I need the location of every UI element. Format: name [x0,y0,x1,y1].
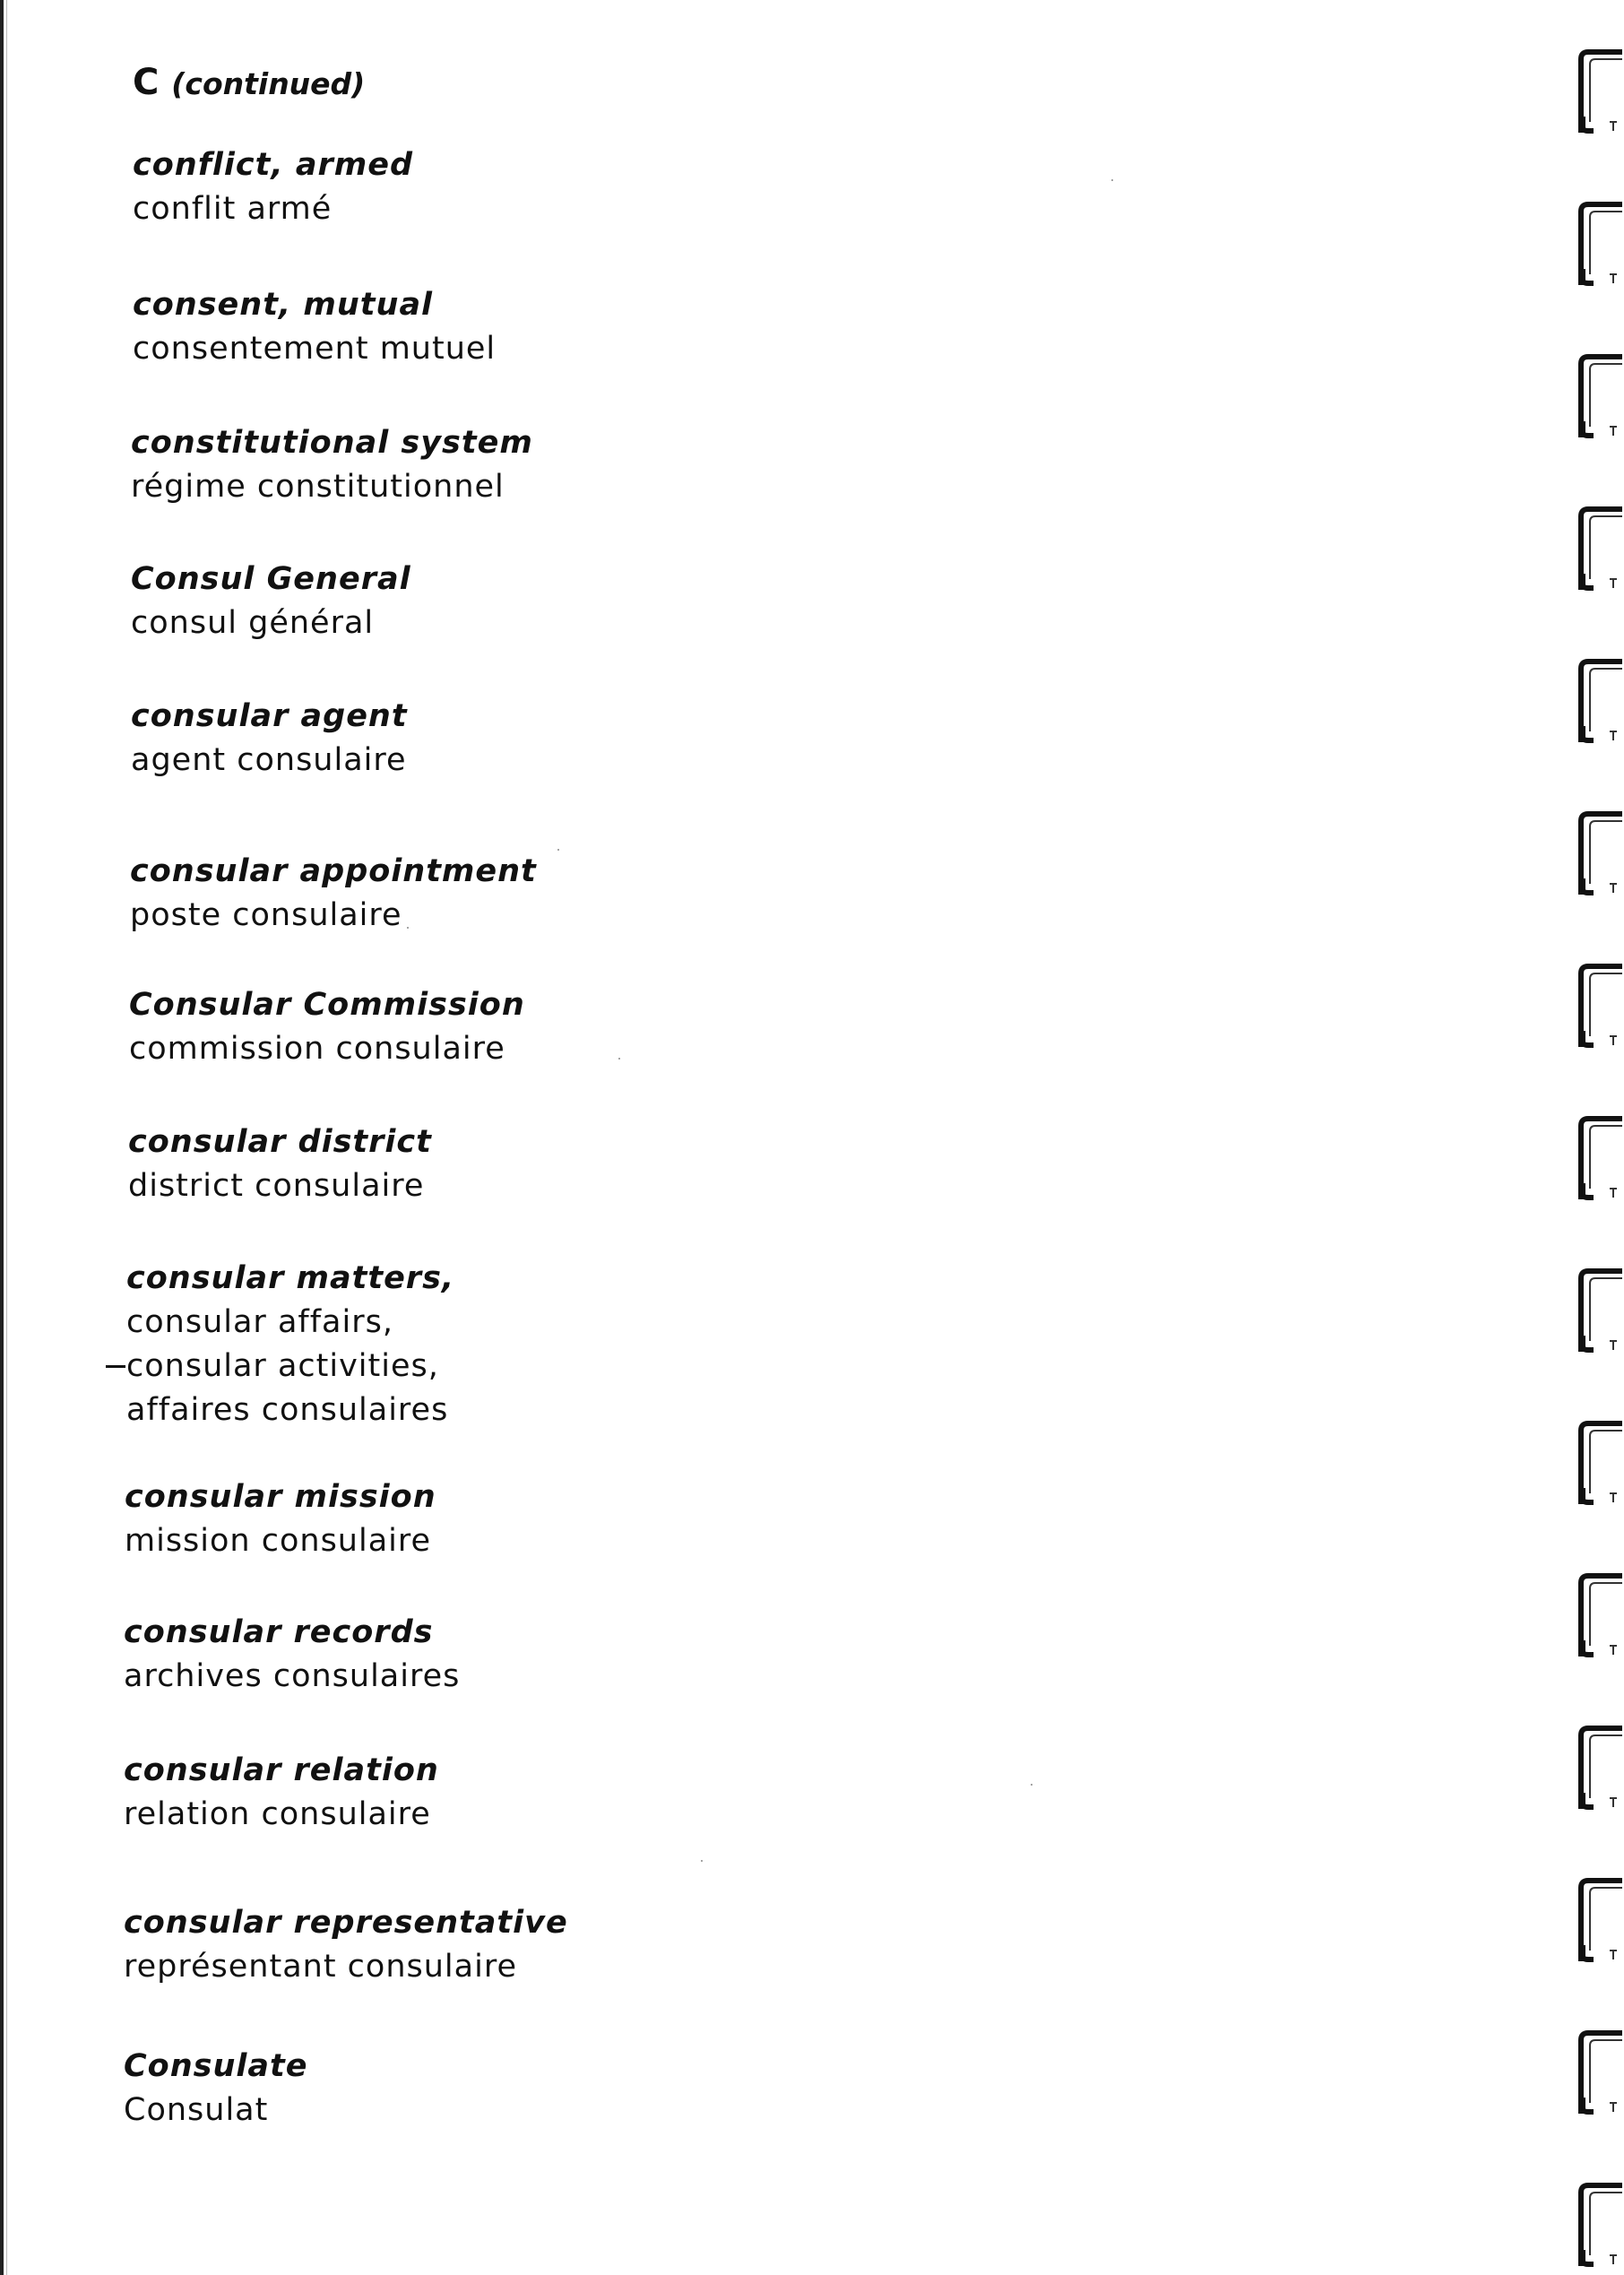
entry-translation: mission consulaire [125,1523,432,1559]
entry-term: consular representative [124,1905,568,1941]
binder-ring-icon [1576,1570,1622,1660]
binder-ring-icon [1576,1875,1622,1965]
entry-term: consent, mutual [133,287,434,323]
entry-term: consular relation [124,1752,439,1788]
binder-ring-icon [1576,351,1622,441]
binder-ring-icon [1576,656,1622,746]
entry-translation: relation consulaire [124,1796,431,1832]
glossary-entry [124,1749,439,1837]
binder-ring-icon [1576,1723,1622,1812]
entry-translation: représentant consulaire [124,1949,517,1985]
glossary-entry [126,1257,454,1432]
entry-extra-line: consular affairs, [126,1304,393,1340]
glossary-entry [124,1901,568,1989]
entry-term: consular agent [131,698,408,734]
entry-extra-line: consular activities, [126,1348,439,1384]
binder-ring-icon [1576,809,1622,898]
paper-speck [618,1058,620,1060]
entry-translation: consul général [131,605,375,641]
entry-term: constitutional system [131,425,533,461]
paper-speck [557,849,559,851]
entry-translation: agent consulaire [131,742,407,778]
entry-term: Consul General [131,561,411,597]
binder-ring-icon [1576,1418,1622,1508]
glossary-entry [130,850,537,938]
entry-translation: affaires consulaires [126,1392,449,1428]
entry-term: consular matters, [126,1260,455,1296]
entry-translation: district consulaire [128,1168,425,1204]
paper-speck [701,1860,703,1862]
paper-speck [1111,179,1113,181]
glossary-entry [124,1611,460,1699]
entry-term: consular district [128,1124,432,1160]
binder-ring-icon [1576,961,1622,1051]
page-left-border [0,0,4,2275]
entry-term: Consulate [124,2048,308,2084]
section-letter: C [133,62,160,103]
entry-translation: archives consulaires [124,1658,461,1694]
glossary-entry [131,695,408,783]
entry-translation: Consulat [124,2092,269,2128]
section-heading [133,61,365,106]
binder-ring-icon [1576,47,1622,136]
binder-ring-icon [1576,199,1622,289]
entry-term: consular appointment [130,853,537,889]
binder-ring-icon [1576,504,1622,593]
section-continued-label: (continued) [171,66,366,101]
glossary-entry [129,983,525,1071]
entry-term: consular mission [125,1479,436,1515]
binder-ring-icon [1576,1113,1622,1203]
entry-term: conflict, armed [133,147,414,183]
glossary-entry [125,1475,436,1563]
glossary-entry [133,283,496,371]
entry-translation: régime constitutionnel [131,469,505,505]
glossary-entry [131,421,533,509]
entry-translation: commission consulaire [129,1031,505,1067]
entry-term: consular records [124,1614,434,1650]
glossary-entry [124,2045,307,2132]
glossary-entry [131,558,411,645]
glossary-entry [133,143,413,231]
binder-ring-icon [1576,2028,1622,2117]
paper-speck [1031,1784,1032,1786]
margin-dash-mark [106,1365,125,1368]
glossary-entry [128,1120,432,1208]
paper-speck [407,927,409,929]
entry-translation: conflit armé [133,191,333,227]
entry-translation: consentement mutuel [133,331,497,367]
page-left-border-shadow [6,0,7,2275]
binder-ring-icon [1576,1266,1622,1355]
entry-term: Consular Commission [129,987,525,1023]
binder-ring-icon [1576,2180,1622,2270]
entry-translation: poste consulaire [130,897,402,933]
